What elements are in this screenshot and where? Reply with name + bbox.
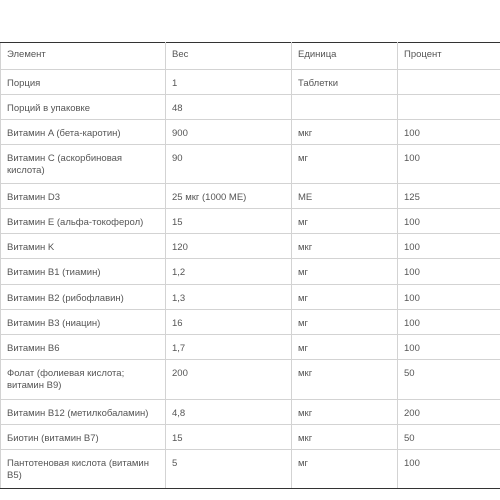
table-row (1, 400, 500, 425)
header-unit: Единица (292, 43, 398, 70)
cell-weight: 25 мкг (1000 ME) (166, 184, 292, 209)
header-weight: Вес (166, 43, 292, 70)
cell-percent: 100 (398, 259, 500, 285)
cell-unit: мг (292, 145, 398, 184)
cell-unit: мг (292, 450, 398, 489)
cell-element: Витамин C (аскорбиновая кислота) (1, 145, 166, 184)
table-row (1, 285, 500, 310)
cell-percent: 100 (398, 285, 500, 310)
cell-unit: мкг (292, 234, 398, 259)
cell-element: Порция (1, 70, 166, 95)
cell-element: Фолат (фолиевая кислота; витамин B9) (1, 360, 166, 400)
table-row (1, 70, 500, 95)
cell-percent: 100 (398, 234, 500, 259)
table-row (1, 450, 500, 489)
cell-percent: 50 (398, 425, 500, 450)
cell-unit: Таблетки (292, 70, 398, 95)
table-row (1, 234, 500, 259)
cell-element: Витамин B3 (ниацин) (1, 310, 166, 335)
cell-weight: 15 (166, 425, 292, 450)
cell-unit: мг (292, 259, 398, 285)
table-row (1, 145, 500, 184)
cell-percent: 100 (398, 310, 500, 335)
table-row (1, 360, 500, 400)
cell-percent (398, 95, 500, 120)
table-row (1, 310, 500, 335)
table-row (1, 259, 500, 285)
cell-unit: мкг (292, 120, 398, 145)
header-percent: Процент (398, 43, 500, 70)
cell-weight: 1,7 (166, 335, 292, 360)
cell-unit: мг (292, 335, 398, 360)
cell-weight: 1,2 (166, 259, 292, 285)
cell-unit: мг (292, 209, 398, 234)
cell-weight: 1 (166, 70, 292, 95)
cell-unit: мкг (292, 425, 398, 450)
cell-weight: 4,8 (166, 400, 292, 425)
cell-percent: 100 (398, 209, 500, 234)
cell-element: Биотин (витамин B7) (1, 425, 166, 450)
cell-element: Порций в упаковке (1, 95, 166, 120)
cell-percent: 125 (398, 184, 500, 209)
table-header-row (1, 43, 500, 70)
cell-unit: мг (292, 285, 398, 310)
cell-unit: мкг (292, 360, 398, 400)
table-row (1, 120, 500, 145)
cell-element: Пантотеновая кислота (витамин B5) (1, 450, 166, 489)
header-element: Элемент (1, 43, 166, 70)
table-row (1, 425, 500, 450)
cell-weight: 120 (166, 234, 292, 259)
cell-element: Витамин E (альфа-токоферол) (1, 209, 166, 234)
cell-weight: 200 (166, 360, 292, 400)
cell-percent: 100 (398, 450, 500, 489)
table-row (1, 184, 500, 209)
cell-weight: 900 (166, 120, 292, 145)
cell-percent: 200 (398, 400, 500, 425)
cell-percent: 100 (398, 335, 500, 360)
cell-element: Витамин A (бета-каротин) (1, 120, 166, 145)
cell-element: Витамин B12 (метилкобаламин) (1, 400, 166, 425)
cell-element: Витамин D3 (1, 184, 166, 209)
cell-unit (292, 95, 398, 120)
nutrition-table (0, 42, 500, 489)
cell-weight: 90 (166, 145, 292, 184)
cell-percent: 100 (398, 145, 500, 184)
table-row (1, 209, 500, 234)
cell-weight: 15 (166, 209, 292, 234)
cell-element: Витамин K (1, 234, 166, 259)
cell-unit: мкг (292, 400, 398, 425)
cell-percent: 100 (398, 120, 500, 145)
cell-weight: 5 (166, 450, 292, 489)
cell-element: Витамин B1 (тиамин) (1, 259, 166, 285)
table-row (1, 335, 500, 360)
cell-element: Витамин B6 (1, 335, 166, 360)
cell-percent: 50 (398, 360, 500, 400)
cell-weight: 1,3 (166, 285, 292, 310)
cell-unit: мг (292, 310, 398, 335)
cell-element: Витамин B2 (рибофлавин) (1, 285, 166, 310)
table-row (1, 95, 500, 120)
cell-percent (398, 70, 500, 95)
cell-unit: ME (292, 184, 398, 209)
cell-weight: 16 (166, 310, 292, 335)
cell-weight: 48 (166, 95, 292, 120)
